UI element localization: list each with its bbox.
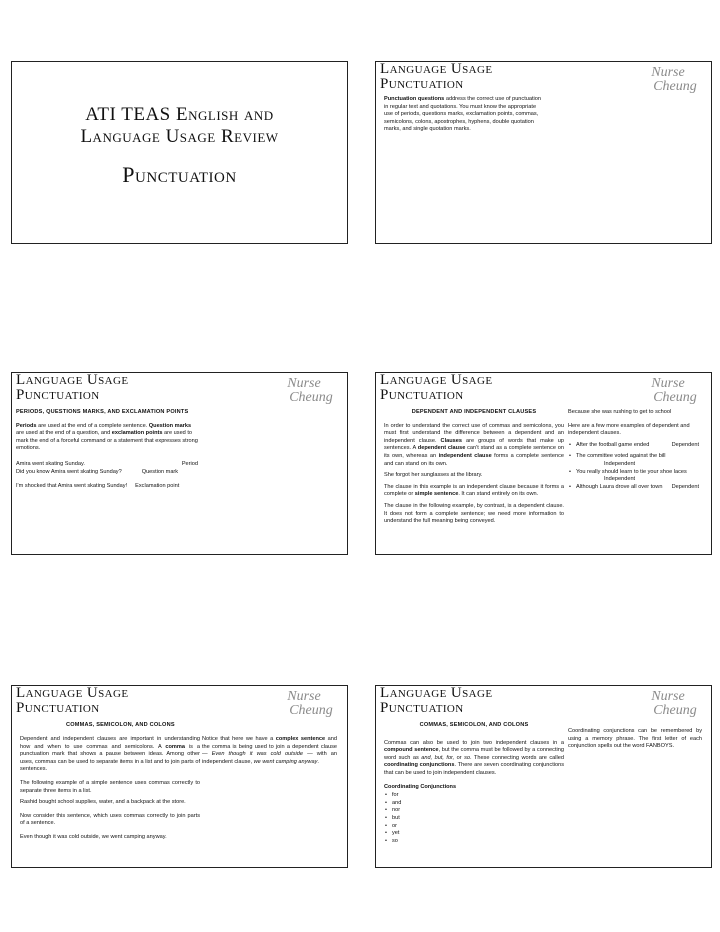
logo-line-2: Cheung	[289, 390, 333, 405]
slide-header	[16, 373, 128, 403]
intro-text	[384, 96, 544, 138]
slide-title	[11, 61, 348, 244]
example-row: I'm shocked that Amira went skating Sunday! Exclamation point	[16, 483, 180, 490]
list-item: • so	[384, 838, 564, 846]
section-subtitle-wrap	[16, 722, 341, 734]
conjunctions-left-column	[384, 722, 564, 845]
slide-periods	[11, 372, 348, 555]
slide-punctuation-intro	[375, 61, 712, 244]
commas-right-column	[202, 736, 337, 770]
list-item: • for	[384, 792, 564, 800]
nurse-cheung-logo	[271, 377, 337, 415]
header-line-2: Punctuation	[16, 387, 100, 403]
slide-header	[16, 686, 128, 716]
intro-lead: Punctuation questions	[384, 96, 445, 102]
clause-examples-list	[568, 442, 699, 492]
intro-body: address the correct use of punctuation in regular text and quotations. You must know the appropriate use of periods, questions marks, exclamation points, commas, semicolons, colons, apostrophes, hyphens, double quotation marks, and single quotation marks.	[384, 96, 542, 133]
clauses-left-column	[384, 409, 564, 530]
conjunctions-right-column	[568, 728, 702, 755]
logo-line-2: Cheung	[653, 703, 697, 718]
header-line-2: Punctuation	[16, 700, 100, 716]
complex-sentence-note: Notice that here we have a complex sentence and the comma is being used to join a dependent clause — Even though it was cold outside — with an independent clause, we went camping anyway.	[202, 736, 337, 765]
periods-paragraph: Periods are used at the end of a complete sentence. Question marks are used at the end of a question, and exclamation points are used to mark the end of a forceful command or a statement that expresses strong emotions.	[16, 422, 198, 452]
clause-example-dependent: Because she was rushing to get to school	[568, 409, 672, 415]
title-line-2: Language Usage Review	[80, 126, 279, 147]
slide-title-text	[12, 104, 347, 186]
example-row: Amira went skating Sunday. Period	[16, 460, 198, 467]
conjunctions-list	[384, 792, 564, 845]
clauses-paragraph: In order to understand the correct use of commas and semicolons, you must first understand the difference between a dependent and an independent clause. Clauses are groups of words that make up sentences. A dependent clause can't stand as a complete sentence on its own, whereas an independent clause forms a complete sentence and can stand on its own.	[384, 422, 564, 467]
list-item: • and	[384, 800, 564, 808]
logo-line-1: Nurse	[651, 376, 685, 391]
header-line-1: Language Usage	[380, 61, 493, 77]
example-list	[16, 461, 198, 491]
logo-line-2: Cheung	[653, 390, 697, 405]
logo-line-1: Nurse	[287, 689, 321, 704]
example-row: Did you know Amira went skating Sunday? Question mark	[16, 468, 179, 475]
slide-header	[380, 62, 492, 92]
list-commas-paragraph: The following example of a simple sentence uses commas correctly to separate three items in a list.	[20, 779, 200, 794]
list-item: • You really should learn to tie your shoe laces Independent	[568, 469, 699, 484]
title-line-3: Punctuation	[122, 162, 237, 187]
logo-line-2: Cheung	[289, 703, 333, 718]
clause-example: She forgot her sunglasses at the library.	[384, 472, 483, 479]
section-subtitle: COMMAS, SEMICOLON, AND COLONS	[66, 722, 175, 728]
list-item: • nor	[384, 807, 564, 815]
join-example: Even though it was cold outside, we went camping anyway.	[20, 833, 167, 840]
section-subtitle: COMMAS, SEMICOLON, AND COLONS	[419, 722, 529, 728]
commas-left-column	[20, 736, 200, 846]
list-item: • but	[384, 815, 564, 823]
logo-line-1: Nurse	[287, 376, 321, 391]
header-line-1: Language Usage	[380, 372, 493, 388]
dependent-paragraph: The clause in the following example, by contrast, is a dependent clause. It does not form a complete sentence; we need more information to understand the full meaning being conveyed.	[384, 502, 564, 525]
logo-line-1: Nurse	[651, 689, 685, 704]
section-subtitle: DEPENDENT AND INDEPENDENT CLAUSES	[411, 409, 537, 415]
header-line-2: Punctuation	[380, 76, 464, 92]
logo-line-2: Cheung	[653, 79, 697, 94]
nurse-cheung-logo	[635, 690, 701, 728]
independent-paragraph: The clause in this example is an independent clause because it forms a complete or simple sentence. It can stand entirely on its own.	[384, 483, 564, 498]
compound-paragraph: Commas can also be used to join two independent clauses in a compound sentence, but the comma must be followed by a connecting word such as and, but, for, or so. These connecting words are called coordinating conjunctions. There are seven coordinating conjunctions that can be used to join independent clauses.	[384, 739, 565, 776]
conjunctions-list-title: Coordinating Conjunctions	[384, 783, 457, 790]
more-examples-intro: Here are a few more examples of dependent and independent clauses.	[568, 422, 690, 437]
list-item: • Although Laura drove all over town Dependent	[568, 484, 699, 492]
header-line-1: Language Usage	[380, 685, 493, 701]
header-line-2: Punctuation	[380, 387, 464, 403]
header-line-1: Language Usage	[16, 372, 129, 388]
clauses-right-column	[568, 409, 699, 491]
list-item: • After the football game ended Dependent	[568, 442, 699, 450]
list-example: Rashid bought school supplies, water, and a backpack at the store.	[20, 799, 186, 806]
nurse-cheung-logo	[635, 66, 701, 104]
slide-commas-1	[11, 685, 348, 868]
slide-clauses	[375, 372, 712, 555]
slide-commas-2	[375, 685, 712, 868]
slide-header	[380, 686, 492, 716]
title-line-1: ATI TEAS English and	[85, 104, 274, 125]
periods-column	[16, 409, 198, 491]
section-subtitle: PERIODS, QUESTIONS MARKS, AND EXCLAMATION POINTS	[16, 409, 189, 415]
list-item: • The committee voted against the bill Independent	[568, 453, 699, 468]
logo-line-1: Nurse	[651, 65, 685, 80]
header-line-1: Language Usage	[16, 685, 129, 701]
join-commas-paragraph: Now consider this sentence, which uses commas correctly to join parts of a sentence.	[20, 812, 200, 827]
list-item: • yet	[384, 830, 564, 838]
commas-paragraph: Dependent and independent clauses are important in understanding how and when to use commas and semicolons. A comma is a punctuation mark that shows a pause between ideas. Among other uses, commas can be used to separate items in a list and to join parts of sentences.	[20, 736, 200, 773]
slide-header	[380, 373, 492, 403]
list-item: • or	[384, 823, 564, 831]
header-line-2: Punctuation	[380, 700, 464, 716]
fanboys-note: Coordinating conjunctions can be remembered by using a memory phrase. The first letter of each conjunction spells out the word FANBOYS.	[568, 728, 702, 750]
